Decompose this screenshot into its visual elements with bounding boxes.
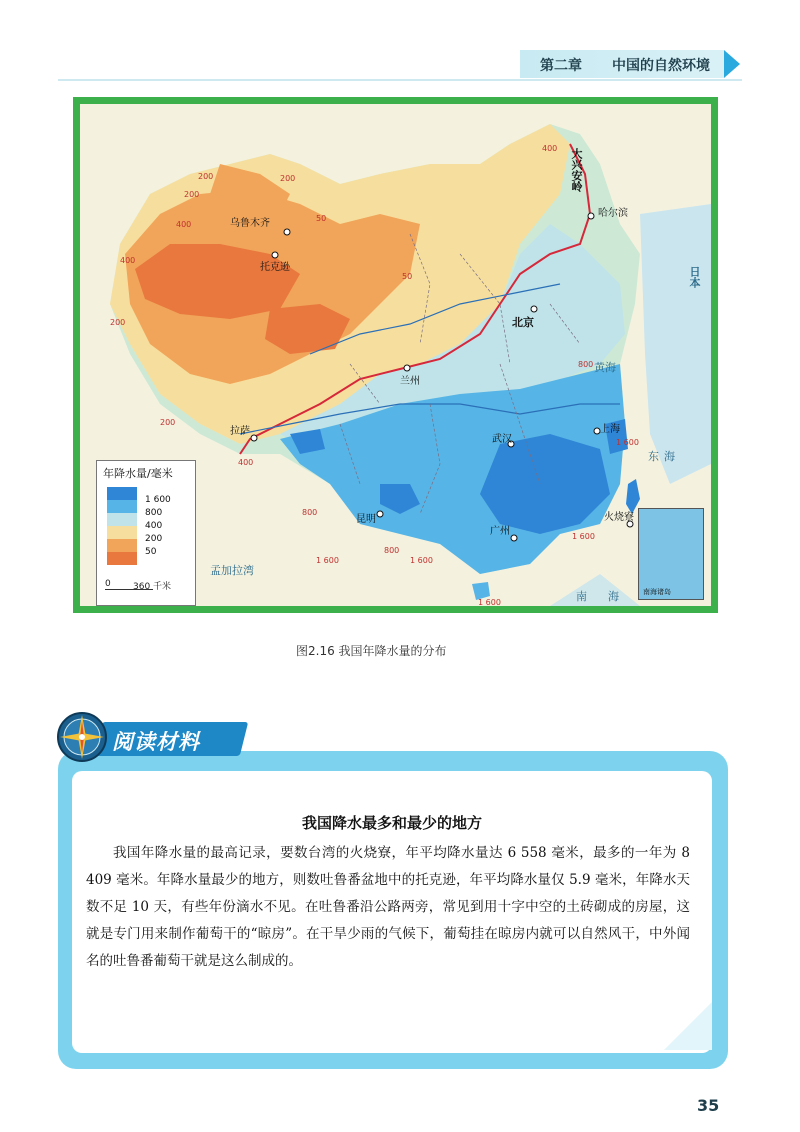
region-east-sea-2: 海 <box>664 450 675 463</box>
isoline-label: 50 <box>316 214 327 223</box>
legend-value: 800 <box>145 508 163 518</box>
south-china-sea-inset <box>638 508 704 600</box>
reading-badge-label: 阅读材料 <box>112 730 200 754</box>
isoline-label: 400 <box>542 144 558 153</box>
inset-label: 南海诸岛 <box>643 588 671 596</box>
isoline-label: 200 <box>198 172 214 181</box>
region-east-sea-1: 东 <box>648 450 659 463</box>
legend-title: 年降水量/毫米 <box>103 467 173 480</box>
city-shanghai: 上海 <box>600 424 620 435</box>
map-legend <box>96 460 196 606</box>
reading-body: 我国年降水量的最高记录，要数台湾的火烧寮，年平均降水量达 6 558 毫米，最多的一年为 8 409 毫米。年降水量最少的地方，则数吐鲁番盆地中的托克逊，年平均降水量仅 5.9 毫米，年降水天数不足 10 天，有些年份滴水不见。在吐鲁番沿公路两旁，常见到用十字中空的土砖砌成的房屋，这就是专门用来制作葡萄干的“晾房”。在干旱少雨的气候下，葡萄挂在晾房内就可以自然风干，中外闻名的吐鲁番葡萄干就是这么制成的。 <box>86 845 690 969</box>
legend-swatch <box>107 526 137 539</box>
isoline-label: 400 <box>238 458 254 467</box>
legend-swatch <box>107 487 137 500</box>
legend-swatch <box>107 500 137 513</box>
region-bay-of-bengal: 孟加拉湾 <box>210 564 254 577</box>
isoline-label: 200 <box>280 174 296 183</box>
page-curl <box>664 1002 712 1050</box>
figure-caption: 图2.16 我国年降水量的分布 <box>296 644 447 658</box>
city-kunming: 昆明 <box>356 514 376 525</box>
isoline-label: 200 <box>110 318 126 327</box>
region-yellow-sea: 黄海 <box>594 361 616 374</box>
region-japan: 日本 <box>688 266 701 288</box>
city-guangzhou: 广州 <box>490 526 510 537</box>
isoline-label: 1 600 <box>616 438 639 447</box>
chapter-arrow-icon <box>724 50 740 78</box>
isoline-label: 50 <box>402 272 413 281</box>
isoline-label: 800 <box>578 360 594 369</box>
region-south-sea-1: 南 <box>576 590 587 603</box>
isoline-label: 200 <box>160 418 176 427</box>
city-lhasa: 拉萨 <box>230 426 250 437</box>
city-toksun: 托克逊 <box>260 262 290 273</box>
isoline-label: 400 <box>176 220 192 229</box>
isoline-label: 800 <box>384 546 400 555</box>
city-lanzhou: 兰州 <box>400 376 420 387</box>
region-daxinganling: 大兴安岭 <box>570 148 583 192</box>
legend-value: 200 <box>145 534 163 544</box>
scale-end: 360 千米 <box>133 582 172 592</box>
isoline-label: 200 <box>184 190 200 199</box>
reading-title: 我国降水最多和最少的地方 <box>301 814 482 832</box>
city-urumqi: 乌鲁木齐 <box>230 218 270 229</box>
legend-swatch <box>107 513 137 526</box>
city-harbin: 哈尔滨 <box>598 208 628 219</box>
page-number: 35 <box>697 1096 720 1115</box>
city-wuhan: 武汉 <box>492 434 512 445</box>
isoline-label: 1 600 <box>410 556 433 565</box>
compass-icon <box>56 711 108 763</box>
chapter-title: 中国的自然环境 <box>612 58 710 74</box>
header-rule <box>58 79 742 81</box>
legend-value: 50 <box>145 547 157 557</box>
precipitation-map <box>73 97 718 613</box>
region-south-sea-2: 海 <box>608 590 619 603</box>
legend-swatch <box>107 539 137 552</box>
city-huoshaoliao: 火烧寮 <box>604 512 634 523</box>
scale-start: 0 <box>105 579 111 589</box>
city-beijing: 北京 <box>512 316 534 329</box>
legend-value: 1 600 <box>145 495 171 505</box>
isoline-label: 1 600 <box>478 598 501 607</box>
legend-swatch <box>107 552 137 565</box>
isoline-label: 800 <box>302 508 318 517</box>
isoline-label: 400 <box>120 256 136 265</box>
isoline-label: 1 600 <box>316 556 339 565</box>
isoline-label: 1 600 <box>572 532 595 541</box>
legend-value: 400 <box>145 521 163 531</box>
chapter-number: 第二章 <box>540 58 582 74</box>
